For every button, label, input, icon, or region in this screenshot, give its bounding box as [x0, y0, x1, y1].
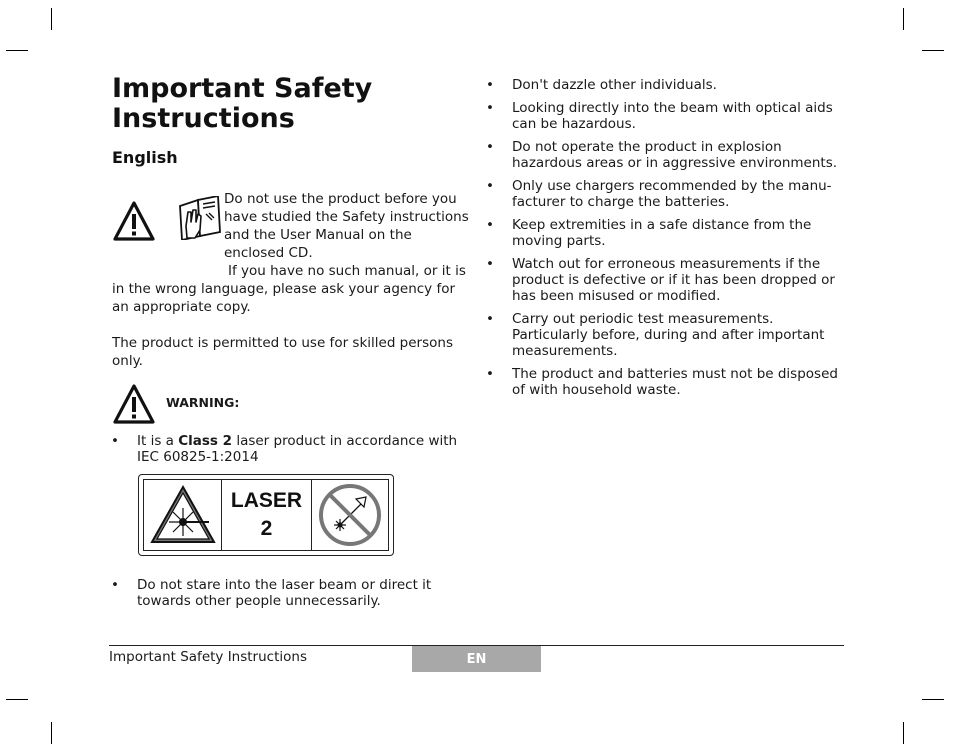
crop-mark [51, 722, 52, 744]
list-item [486, 256, 847, 304]
intro-line: have studied the Safety instructions [224, 209, 469, 225]
list-item [111, 433, 467, 465]
list-item [486, 139, 847, 171]
bullet: • [486, 100, 494, 116]
bullet-text: Don't dazzle other individuals. [512, 77, 717, 93]
bullet: • [486, 366, 494, 382]
bullet: • [486, 77, 494, 93]
page-title [112, 74, 372, 134]
bullet: • [486, 311, 494, 327]
intro-icons [112, 194, 224, 246]
bullet: • [486, 139, 494, 155]
laser-warning-icon [149, 484, 217, 546]
bullet: • [111, 433, 119, 449]
warning-label: WARNING: [166, 395, 240, 410]
laser-class-label [138, 474, 394, 556]
language-tab [412, 646, 541, 672]
bullet-text: Only use chargers recommended by the manu-facturer to charge the batteries. [512, 178, 832, 210]
list-item [486, 366, 847, 398]
title-line: Instructions [112, 103, 295, 134]
warning-triangle-icon [112, 200, 156, 242]
crop-mark [903, 8, 904, 30]
language-heading: English [112, 148, 178, 167]
list-item [486, 311, 847, 359]
bullet-text: Do not stare into the laser beam or direct it towards other people unnecessarily. [137, 577, 432, 609]
crop-mark [6, 50, 28, 51]
safety-list [486, 77, 847, 405]
crop-mark [903, 722, 904, 744]
crop-mark [51, 8, 52, 30]
list-item [486, 217, 847, 249]
read-manual-icon [178, 196, 222, 240]
list-item [486, 100, 847, 132]
no-stare-icon [318, 483, 382, 547]
bullet: • [486, 256, 494, 272]
list-item [111, 577, 467, 609]
bullet-text: Keep extremities in a safe distance from the moving parts. [512, 217, 812, 249]
bullet-text: Looking directly into the beam with optical aids can be hazardous. [512, 100, 833, 132]
permit-text: The product is permitted to use for skilled persons only. [112, 335, 453, 369]
bullet: • [486, 178, 494, 194]
intro-line: enclosed CD. [224, 245, 313, 261]
crop-mark [922, 699, 944, 700]
bullet-text: laser product in accordance with IEC 60825-1:2014 [137, 433, 458, 465]
warning-triangle-icon [112, 383, 156, 425]
intro-line: and the User Manual on the [224, 227, 412, 243]
crop-mark [922, 50, 944, 51]
bullet: • [486, 217, 494, 233]
footer-section-title: Important Safety Instructions [109, 649, 307, 665]
bullet-text: Carry out periodic test measurements. Particularly before, during and after important measurements. [512, 311, 825, 359]
crop-mark [6, 699, 28, 700]
bullet: • [111, 577, 119, 593]
intro-block [112, 190, 472, 316]
laser-word: LASER [230, 489, 303, 512]
bullet-text: The product and batteries must not be disposed of with household waste. [512, 366, 838, 398]
intro-line: Do not use the product before you [224, 191, 457, 207]
language-tab-label: EN [466, 651, 487, 667]
bullet-bold-text: Class 2 [178, 433, 233, 449]
intro-paragraph-2: If you have no such manual, or it is in the wrong language, please ask your agency for an appropriate copy. [112, 263, 466, 315]
list-item [486, 178, 847, 210]
laser-class-number: 2 [260, 517, 273, 540]
title-line: Important Safety [112, 73, 373, 104]
bullet-text: It is a [137, 433, 179, 449]
list-item [486, 77, 847, 93]
bullet-text: Do not operate the product in explosion hazardous areas or in aggressive environments. [512, 139, 838, 171]
bullet-text: Watch out for erroneous measurements if the product is defective or if it has been dropped or has been misused or modified. [512, 256, 835, 304]
